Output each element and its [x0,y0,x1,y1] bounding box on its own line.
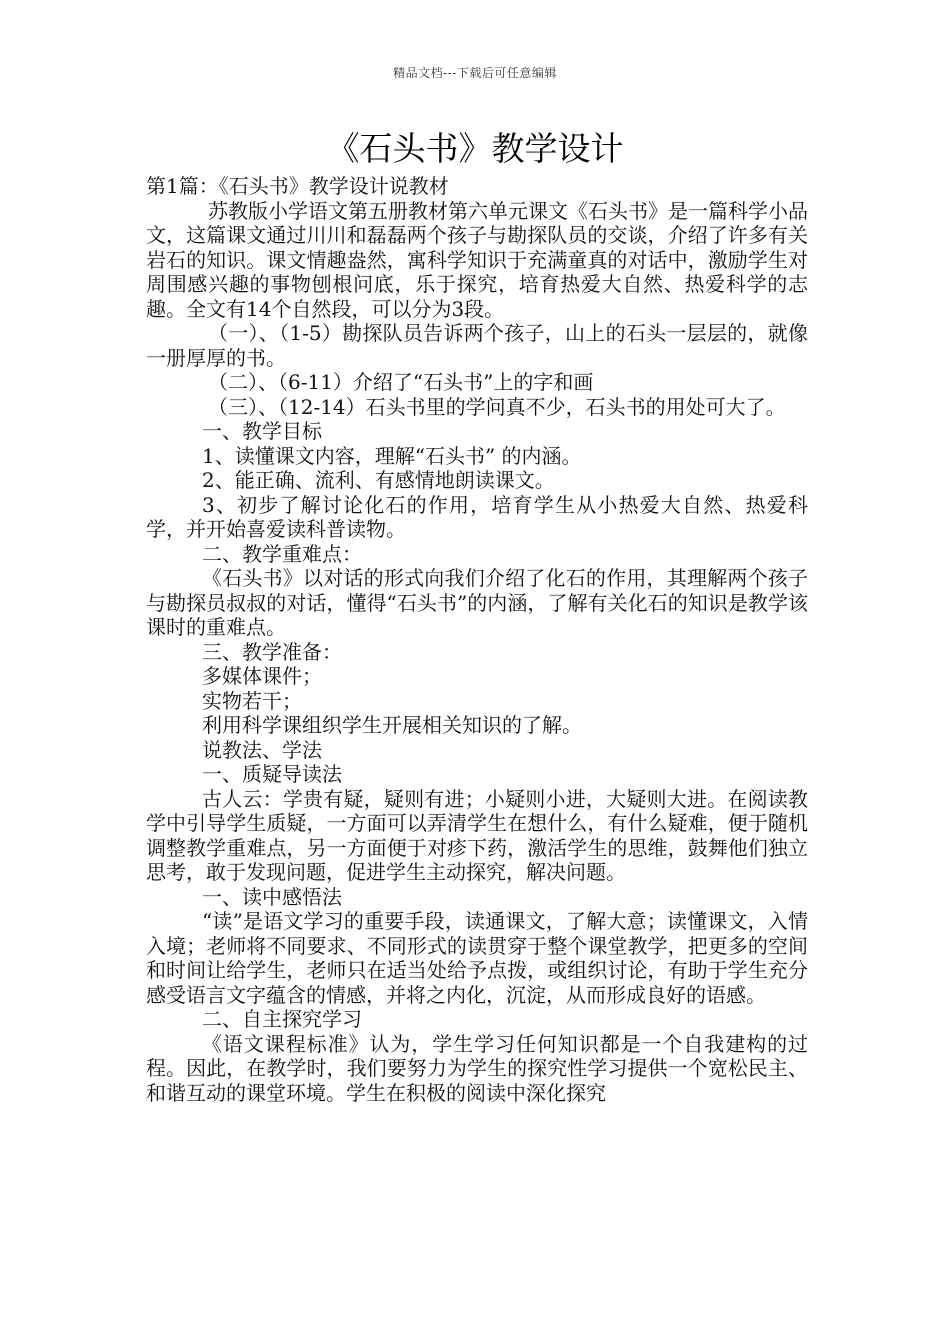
document-title: 《石头书》教学设计 [326,129,624,168]
body-paragraph: “读”是语文学习的重要手段，读通课文，了解大意；读懂课文，入情入境；老师将不同要求、不同形式的读贯穿于整个课堂教学，把更多的空间和时间让给学生，老师只在适当处给予点拨，或组织讨论，有助于学生充分感受语言文字蕴含的情感，并将之内化，沉淀，从而形成良好的语感。 [146,909,808,1007]
subheading: 三、教学准备： [202,639,342,664]
subheading: 二、教学重难点： [202,541,362,566]
document-body [146,174,808,1105]
page-header: 精品文档---下载后可任意编辑 [393,66,557,80]
subheading: 说教法、学法 [202,737,322,762]
section-heading: 第1篇：《石头书》教学设计说教材 [146,174,449,198]
list-item: 2、能正确、流利、有感情地朗读课文。 [202,468,555,492]
body-paragraph: 古人云：学贵有疑，疑则有进；小疑则小进，大疑则大进。在阅读教学中引导学生质疑，一方面可以弄清学生在想什么，有什么疑难，便于随机调整教学重难点，另一方面便于对疹下药，激活学生的思维，鼓舞他们独立思考，敢于发现问题，促进学生主动探究，解决问题。 [146,786,808,884]
body-paragraph: 苏教版小学语文第五册教材第六单元课文《石头书》是一篇科学小品文，这篇课文通过川川和磊磊两个孩子与勘探队员的交谈，介绍了许多有关岩石的知识。课文情趣盎然，寓科学知识于充满童真的对话中，激励学生对周围感兴趣的事物刨根问底，乐于探究，培育热爱大自然、热爱科学的志趣。全文有14个自然段，可以分为3段。 [146,198,808,321]
body-paragraph: 《语文课程标准》认为，学生学习任何知识都是一个自我建构的过程。因此，在教学时，我们要努力为学生的探究性学习提供一个宽松民主、和谐互动的课堂环境。学生在积极的阅读中深化探究 [146,1031,808,1105]
subheading: 二、自主探究学习 [202,1007,362,1031]
list-item: 实物若干； [202,688,302,713]
list-item: 1、读懂课文内容，理解“石头书” 的内涵。 [202,443,582,468]
subheading: 一、质疑导读法 [202,762,342,786]
body-paragraph: 《石头书》以对话的形式向我们介绍了化石的作用，其理解两个孩子与勘探员叔叔的对话，懂得“石头书”的内涵，了解有关化石的知识是教学该课时的重难点。 [146,566,808,639]
body-paragraph: （一）、（1-5）勘探队员告诉两个孩子，山上的石头一层层的，就像一册厚厚的书。 [146,321,808,370]
body-paragraph: （三）、（12-14）石头书里的学问真不少，石头书的用处可大了。 [208,394,786,419]
list-item: 3、初步了解讨论化石的作用，培育学生从小热爱大自然、热爱科学，并开始喜爱读科普读物。 [146,492,808,541]
subheading: 一、读中感悟法 [202,884,342,909]
list-item: 利用科学课组织学生开展相关知识的了解。 [202,713,582,737]
body-paragraph: （二）、（6-11）介绍了“石头书”上的字和画 [208,370,594,394]
list-item: 多媒体课件； [202,664,322,688]
subheading: 一、教学目标 [202,419,322,443]
